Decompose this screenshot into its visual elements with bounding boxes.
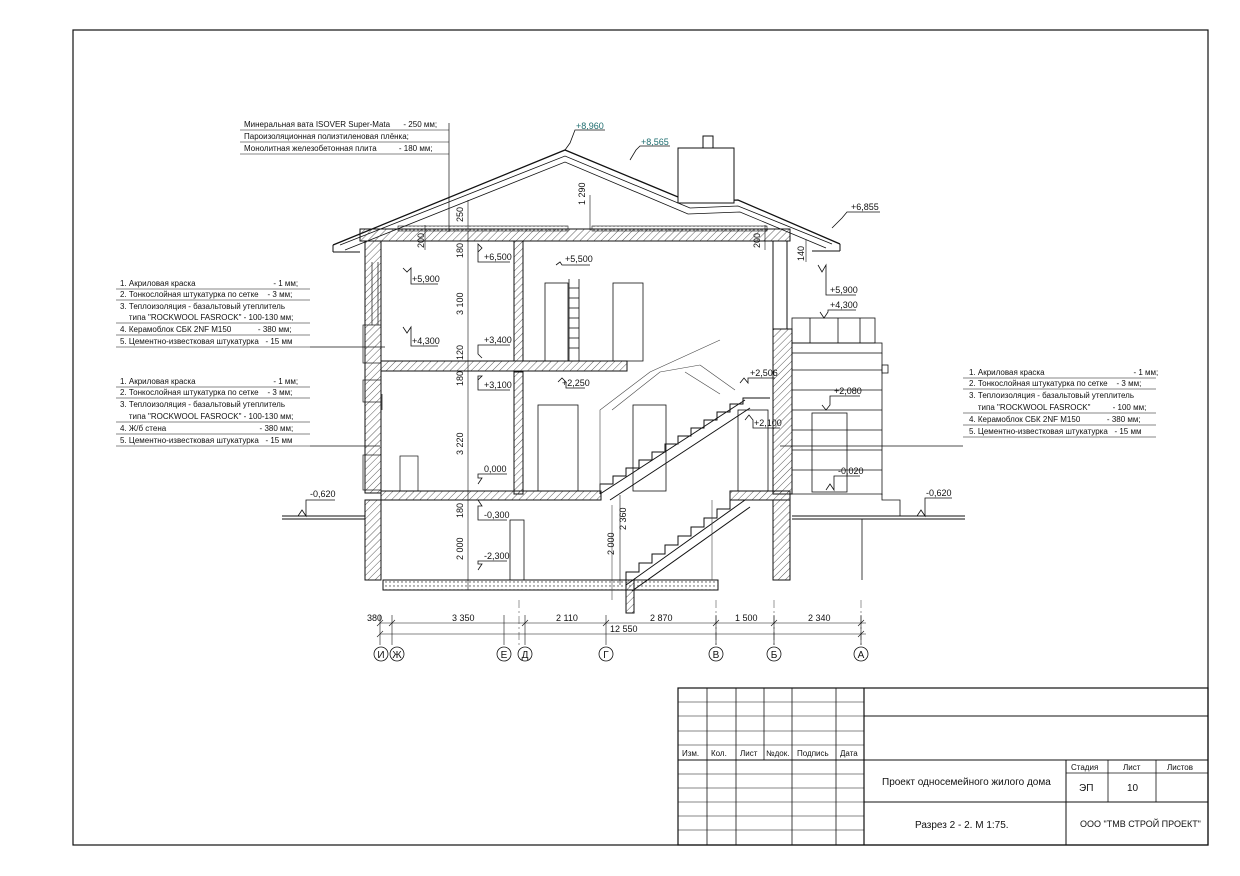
axis-e: Е (500, 650, 508, 661)
title-block-text (682, 749, 1201, 831)
level-2250: +2,250 (562, 378, 590, 388)
wall-spec-upper-5: 4. Керамоблок СБК 2NF М150 - 380 мм; (120, 325, 292, 334)
axis-g: Г (603, 650, 609, 661)
dim-140: 140 (796, 245, 806, 261)
dim-1290: 1 290 (577, 182, 587, 205)
stair-lower (626, 500, 750, 613)
axis-a: А (857, 650, 865, 661)
level-attic: +6,500 (484, 252, 512, 262)
dim-total: 12 550 (610, 624, 638, 634)
sheet-label: Лист (1123, 763, 1141, 772)
dim-200-right: 200 (752, 232, 762, 248)
terrace (790, 318, 900, 580)
dim-2360: 2 360 (618, 507, 628, 530)
roof-spec-line-1: Минеральная вата ISOVER Super-Mata - 250 мм; (244, 120, 438, 129)
level-4300-right: +4,300 (830, 300, 858, 310)
attic-ladder (569, 279, 579, 361)
dim-180-mid: 180 (455, 370, 465, 386)
wall-spec-right-2: 2. Тонкослойная штукатурка по сетке - 3 мм; (969, 379, 1142, 388)
level-ground-right: -0,620 (926, 488, 952, 498)
attic-insulation (398, 226, 568, 231)
dim-120: 120 (455, 344, 465, 360)
level-minus-300: -0,300 (484, 510, 510, 520)
roof-spec-line-2: Пароизоляционная полиэтиленовая плёнка; (244, 132, 409, 141)
dim-2110: 2 110 (556, 613, 578, 623)
wall-spec-upper-6: 5. Цементно-известковая штукатурка - 15 мм (120, 337, 293, 346)
dim-1500: 1 500 (735, 613, 758, 623)
spec-leaders (310, 123, 963, 446)
level-3400: +3,400 (484, 335, 512, 345)
wall-spec-upper-2: 2. Тонкослойная штукатурка по сетке - 3 мм; (120, 290, 293, 299)
axis-i: И (377, 650, 385, 661)
dim-2000-stair: 2 000 (606, 532, 616, 555)
roof-spec-block (240, 120, 449, 154)
doors (510, 283, 847, 580)
dim-3350: 3 350 (452, 613, 475, 623)
wall-spec-lower (116, 377, 310, 446)
company-name: ООО "ТМВ СТРОЙ ПРОЕКТ" (1080, 819, 1201, 829)
col-kol: Кол. (711, 749, 727, 758)
dim-2000-left: 2 000 (455, 537, 465, 560)
basement-slab (383, 580, 718, 590)
level-4300: +4,300 (412, 336, 440, 346)
wall-spec-lower-4: типа "ROCKWOOL FASROCK" - 100-130 мм; (120, 412, 294, 421)
horizontal-dims (367, 613, 831, 634)
wall-spec-lower-6: 5. Цементно-известковая штукатурка - 15 мм (120, 436, 293, 445)
wall-spec-upper (116, 279, 310, 347)
col-ndok: №док. (766, 749, 790, 758)
dim-3100: 3 100 (455, 292, 465, 315)
vertical-dim-lines (425, 195, 806, 590)
wall-spec-right-4: типа "ROCKWOOL FASROCK" - 100 мм; (969, 403, 1147, 412)
wall-spec-upper-1: 1. Акриловая краска - 1 мм; (120, 279, 299, 288)
wall-spec-lower-3: 3. Теплоизоляция - базальтовый утеплитель (120, 400, 286, 409)
wall-spec-right-5: 4. Керамоблок СБК 2NF М150 - 380 мм; (969, 415, 1141, 424)
wall-spec-right-3: 3. Теплоизоляция - базальтовый утеплитель (969, 391, 1135, 400)
level-minus-2300: -2,300 (484, 551, 510, 561)
stage-value: ЭП (1079, 783, 1094, 794)
dim-180-top: 180 (455, 242, 465, 258)
wall-spec-lower-2: 2. Тонкослойная штукатурка по сетке - 3 мм; (120, 388, 293, 397)
level-minus-020: -0,020 (838, 466, 864, 476)
dim-250: 250 (455, 206, 465, 222)
level-ridge: +8,960 (576, 121, 604, 131)
axis-zh: Ж (392, 650, 402, 661)
level-3100: +3,100 (484, 380, 512, 390)
level-5900: +5,900 (412, 274, 440, 284)
sheet-title: Разрез 2 - 2. М 1:75. (915, 820, 1009, 831)
wall-spec-lower-1: 1. Акриловая краска - 1 мм; (120, 377, 299, 386)
level-2100: +2,100 (754, 418, 782, 428)
sheet-value: 10 (1127, 783, 1139, 794)
col-data: Дата (840, 749, 858, 758)
floor-slab-1 (381, 491, 601, 500)
dim-380: 380 (367, 613, 383, 623)
level-marks (298, 130, 952, 570)
wall-spec-right-6: 5. Цементно-известковая штукатурка - 15 мм (969, 427, 1142, 436)
attic-insulation-2 (592, 226, 767, 231)
level-5900-right: +5,900 (830, 285, 858, 295)
stair-upper (600, 398, 770, 500)
dim-200-left: 200 (416, 232, 426, 248)
col-izm: Изм. (682, 749, 700, 758)
stage-label: Стадия (1071, 763, 1099, 772)
sheets-label: Листов (1167, 763, 1193, 772)
level-2506: +2,506 (750, 368, 778, 378)
axis-d: Д (521, 650, 529, 661)
level-ridge-2: +8,565 (641, 137, 669, 147)
axis-v: В (712, 650, 720, 661)
level-zero: 0,000 (484, 464, 507, 474)
col-podpis: Подпись (797, 749, 829, 758)
dim-180-low: 180 (455, 502, 465, 518)
axis-labels (377, 650, 864, 661)
dim-2870: 2 870 (650, 613, 673, 623)
wall-spec-upper-4: типа "ROCKWOOL FASROCK" - 100-130 мм; (120, 313, 294, 322)
axis-markers (374, 647, 868, 661)
dim-2340: 2 340 (808, 613, 831, 623)
wall-spec-right-1: 1. Акриловая краска - 1 мм; (969, 368, 1159, 377)
floor-slab-1r (730, 491, 790, 500)
wall-spec-lower-5: 4. Ж/б стена - 380 мм; (120, 424, 294, 433)
floor-slab-2 (381, 361, 627, 371)
col-list: Лист (740, 749, 758, 758)
roof-spec-line-3: Монолитная железобетонная плита - 180 мм; (244, 144, 433, 153)
level-2080: +2,080 (834, 386, 862, 396)
level-attic-hatch: +5,500 (565, 254, 593, 264)
axis-b: Б (770, 650, 778, 661)
level-ground-left: -0,620 (310, 489, 336, 499)
level-eave: +6,855 (851, 202, 879, 212)
project-title: Проект односемейного жилого дома (882, 777, 1051, 788)
dim-3220: 3 220 (455, 432, 465, 455)
wall-spec-right (963, 368, 1158, 437)
wall-spec-upper-3: 3. Теплоизоляция - базальтовый утеплитель (120, 302, 286, 311)
